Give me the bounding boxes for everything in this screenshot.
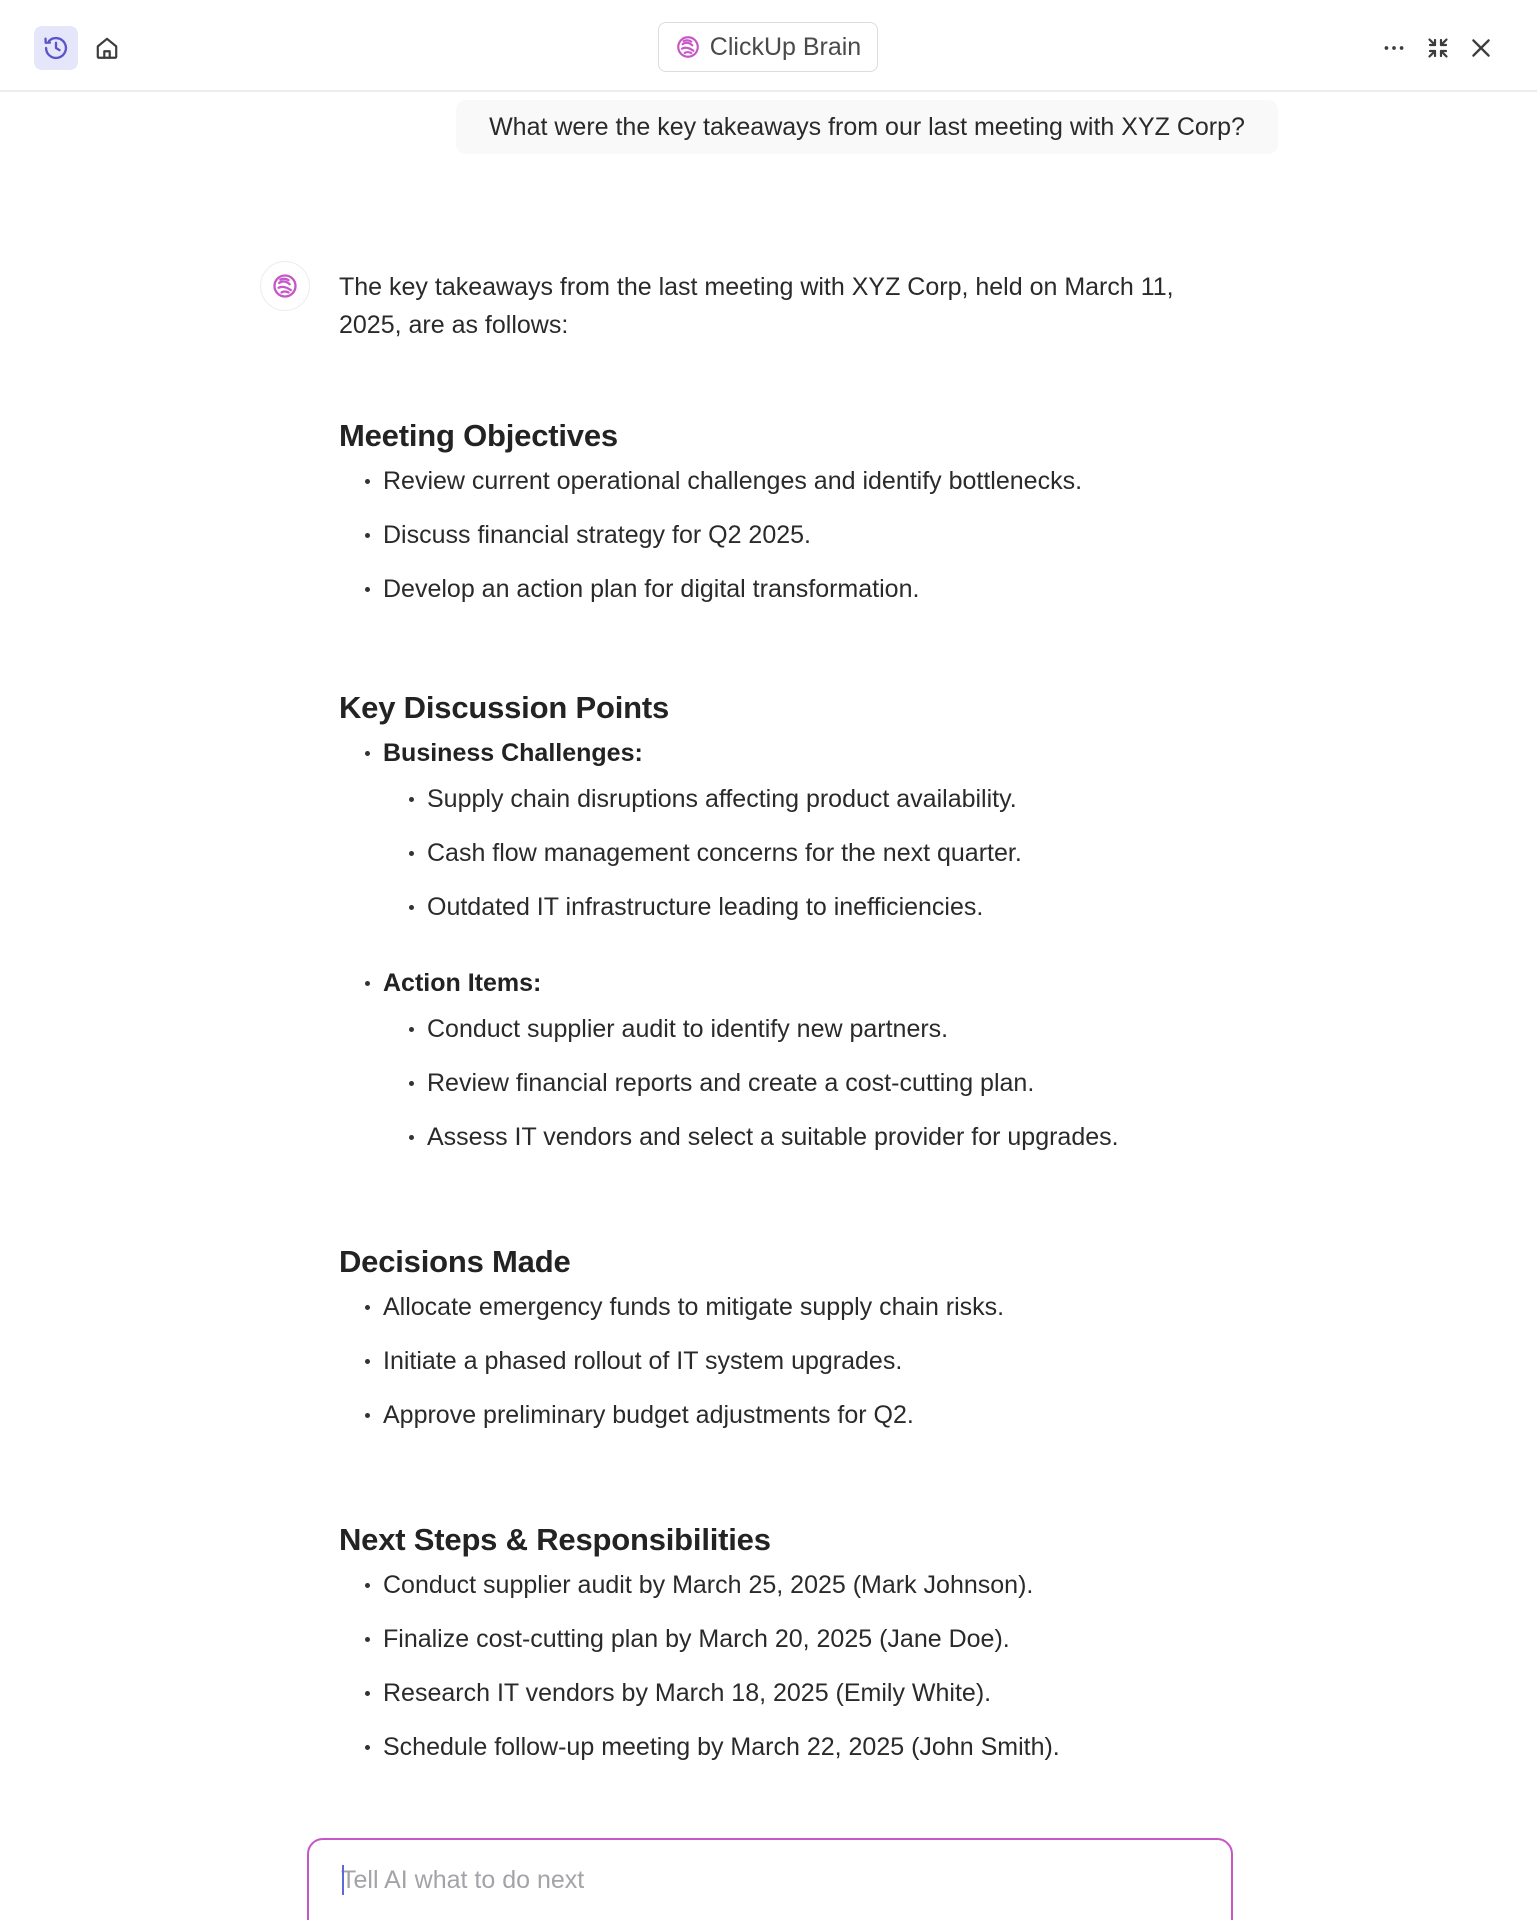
list-item: Supply chain disruptions affecting product availability. (339, 784, 1239, 814)
discussion-group-label: Action Items: (339, 968, 1239, 998)
brain-logo-icon (271, 272, 299, 300)
list-item: Outdated IT infrastructure leading to inefficiencies. (339, 892, 1239, 922)
list-item: Conduct supplier audit to identify new partners. (339, 1014, 1239, 1044)
brain-title-pill[interactable] (658, 22, 878, 72)
ai-intro-line: 2025, are as follows: (339, 311, 569, 339)
section-title-discussion: Key Discussion Points (339, 690, 670, 725)
prompt-input[interactable] (341, 1862, 1191, 1898)
objectives-list (339, 466, 1239, 604)
panel-title: ClickUp Brain (709, 32, 862, 61)
list-item: Cash flow management concerns for the next quarter. (339, 838, 1239, 868)
list-item: Research IT vendors by March 18, 2025 (Emily White). (339, 1678, 1239, 1708)
list-item: Discuss financial strategy for Q2 2025. (339, 520, 1239, 550)
more-options-button[interactable] (1372, 26, 1416, 70)
decisions-list (339, 1292, 1239, 1430)
list-item: Schedule follow-up meeting by March 22, 2025 (John Smith). (339, 1732, 1239, 1762)
brain-logo-icon (675, 34, 701, 60)
business-challenges-list (339, 784, 1239, 922)
history-button[interactable] (34, 26, 78, 70)
user-message-text: What were the key takeaways from our last meeting with XYZ Corp? (489, 112, 1245, 141)
discussion-list (339, 738, 1239, 768)
top-bar (0, 0, 1537, 92)
home-button[interactable] (85, 26, 129, 70)
discussion-group-label: Business Challenges: (339, 738, 1239, 768)
user-message (456, 100, 1278, 154)
section-title-decisions: Decisions Made (339, 1244, 571, 1279)
list-item: Approve preliminary budget adjustments for Q2. (339, 1400, 1239, 1430)
more-icon (1381, 35, 1407, 61)
collapse-icon (1426, 36, 1450, 60)
list-item: Conduct supplier audit by March 25, 2025 (Mark Johnson). (339, 1570, 1239, 1600)
list-item: Allocate emergency funds to mitigate supply chain risks. (339, 1292, 1239, 1322)
ai-intro-line: The key takeaways from the last meeting with XYZ Corp, held on March 11, (339, 273, 1174, 301)
prompt-box (307, 1838, 1233, 1920)
section-title-next-steps: Next Steps & Responsibilities (339, 1522, 771, 1557)
list-item: Review current operational challenges and identify bottlenecks. (339, 466, 1239, 496)
discussion-list (339, 968, 1239, 998)
list-item: Finalize cost-cutting plan by March 20, 2025 (Jane Doe). (339, 1624, 1239, 1654)
close-icon (1468, 35, 1494, 61)
section-title-objectives: Meeting Objectives (339, 418, 618, 453)
close-button[interactable] (1459, 26, 1503, 70)
history-icon (42, 34, 70, 62)
list-item: Initiate a phased rollout of IT system upgrades. (339, 1346, 1239, 1376)
ai-avatar (260, 261, 310, 311)
ai-intro (339, 268, 1239, 344)
next-steps-list (339, 1570, 1239, 1762)
list-item: Assess IT vendors and select a suitable provider for upgrades. (339, 1122, 1239, 1152)
action-items-list (339, 1014, 1239, 1152)
ai-response (339, 268, 1239, 1762)
collapse-button[interactable] (1416, 26, 1460, 70)
list-item: Review financial reports and create a cost-cutting plan. (339, 1068, 1239, 1098)
list-item: Develop an action plan for digital transformation. (339, 574, 1239, 604)
home-icon (94, 35, 120, 61)
text-caret (342, 1865, 344, 1895)
